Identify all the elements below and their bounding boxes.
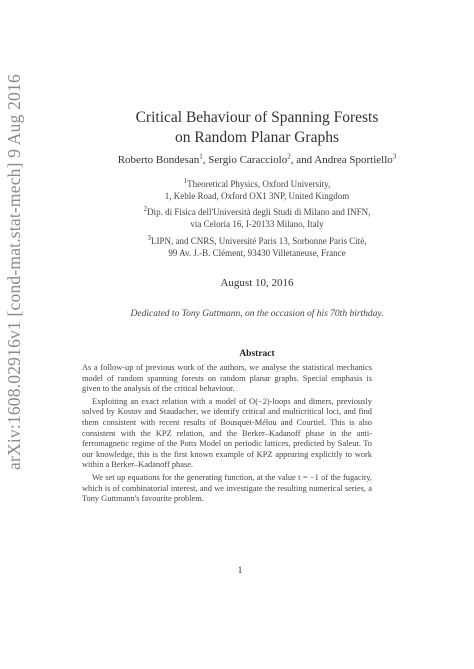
- affiliation-3: [60, 235, 454, 259]
- affiliation-line: via Celoria 16, I-20133 Milano, Italy: [190, 219, 324, 229]
- author-name: Andrea Sportiello: [314, 154, 393, 166]
- affiliation-mark: 2: [143, 205, 148, 213]
- paper-title: [60, 108, 454, 148]
- arxiv-identifier: arXiv:1608.02916v1 [cond-mat.stat-mech] 9 Aug 2016: [4, 74, 24, 470]
- title-line-1: Critical Behaviour of Spanning Forests: [135, 109, 379, 126]
- affiliation-1: [60, 178, 454, 202]
- paper-date: August 10, 2016: [220, 277, 294, 289]
- author-list: [60, 154, 454, 166]
- author-affiliation-mark: 1: [199, 152, 203, 161]
- affiliation-mark: 3: [147, 234, 151, 242]
- affiliation-mark: 1: [183, 177, 188, 185]
- affiliation-line: 1, Keble Road, Oxford OX1 3NP, United Kingdom: [164, 191, 350, 201]
- abstract-body: [82, 363, 372, 507]
- affiliation-line: LIPN, and CNRS, Université Paris 13, Sorbonne Paris Cité,: [151, 236, 367, 246]
- author-separator: ,: [202, 154, 209, 166]
- title-line-2: on Random Planar Graphs: [174, 129, 339, 146]
- affiliation-line: Dip. di Fisica dell'Università degli Studi di Milano and INFN,: [147, 207, 371, 217]
- abstract-heading: Abstract: [239, 349, 275, 359]
- dedication: Dedicated to Tony Guttmann, on the occasion of his 70th birthday.: [130, 309, 384, 319]
- author-name: Sergio Caracciolo: [208, 154, 288, 166]
- author-affiliation-mark: 2: [287, 152, 291, 161]
- author-affiliation-mark: 3: [392, 152, 397, 161]
- abstract-paragraph: As a follow-up of previous work of the authors, we analyse the statistical mechanics model of random spanning forests on random planar graphs. Special emphasis is given to the analysis of the critical behaviour.: [82, 363, 372, 394]
- abstract-paragraph: Exploiting an exact relation with a model of O(−2)-loops and dimers, previously solved by Kostov and Staudacher, we identify critical and multicritical loci, and find them consistent with recent results of Bousquet-Mélou and Courtiel. This is also consistent with the KPZ relation, and the Berker–Kadanoff phase in the anti-ferromagnetic regime of the Potts Model on periodic lattices, predicted by Saleur. To our knowledge, this is the first known example of KPZ appearing explicitly to work within a Berker–Kadanoff phase.: [82, 396, 372, 470]
- affiliation-line: 99 Av. J.-B. Clément, 93430 Villetaneuse, France: [168, 248, 346, 258]
- author-name: Roberto Bondesan: [117, 154, 200, 166]
- author-separator: , and: [290, 154, 315, 166]
- affiliation-2: [60, 206, 454, 230]
- abstract-paragraph: We set up equations for the generating function, at the value t = −1 of the fugacity, which is of combinatorial interest, and we investigate the resulting numerical series, a Tony Guttmann's favourite problem.: [82, 472, 372, 504]
- page-number: 1: [237, 566, 243, 576]
- affiliation-line: Theoretical Physics, Oxford University,: [187, 179, 331, 189]
